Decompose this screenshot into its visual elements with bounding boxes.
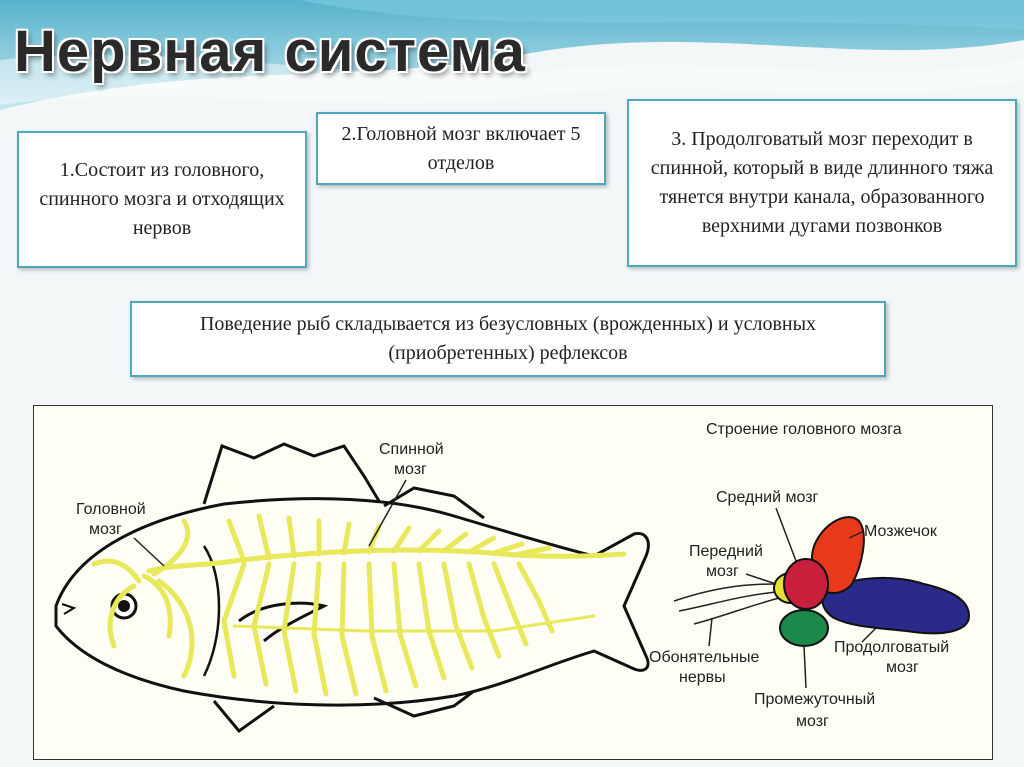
midbrain-shape — [784, 559, 828, 609]
label-cerebellum: Мозжечок — [864, 523, 937, 540]
label-forebrain-1: Передний — [689, 543, 763, 560]
text-box-brain-sections — [316, 112, 606, 185]
fish-nervous-system-figure — [33, 405, 993, 760]
olfactory-nerves — [674, 584, 779, 624]
text-box-behavior — [130, 301, 886, 377]
page-title: Нервная система — [14, 19, 526, 84]
label-medulla-1: Продолговатый — [834, 639, 950, 656]
label-spinal-1: Спинной — [379, 441, 444, 458]
diencephalon-shape — [780, 610, 828, 646]
label-olfactory-2: нервы — [679, 669, 726, 686]
label-forebrain-2: мозг — [706, 563, 739, 580]
text-behavior: Поведение рыб складывается из безусловных (врожденных) и условных (приобретенных) рефлексов — [199, 313, 817, 364]
text-medulla: 3. Продолговатый мозг переходит в спинной, который в виде длинного тяжа тянется внутри канала, образованного верхними дугами позвонков — [650, 128, 994, 237]
text-box-medulla — [627, 99, 1017, 267]
label-midbrain: Средний мозг — [716, 489, 819, 506]
label-head-1: Головной — [76, 501, 146, 518]
text-box-composition — [17, 131, 307, 268]
label-olfactory-1: Обонятельные — [649, 649, 760, 666]
label-spinal-2: мозг — [394, 461, 427, 478]
label-head-2: мозг — [89, 521, 122, 538]
text-brain-sections: 2.Головной мозг включает 5 отделов — [341, 122, 581, 174]
label-medulla-2: мозг — [886, 659, 919, 676]
label-diencephalon-2: мозг — [796, 713, 829, 730]
brain-structure-title: Строение головного мозга — [706, 421, 902, 438]
label-diencephalon-1: Промежуточный — [754, 691, 876, 708]
text-composition: 1.Состоит из головного, спинного мозга и отходящих нервов — [39, 159, 285, 239]
fish-diagram — [34, 406, 994, 761]
